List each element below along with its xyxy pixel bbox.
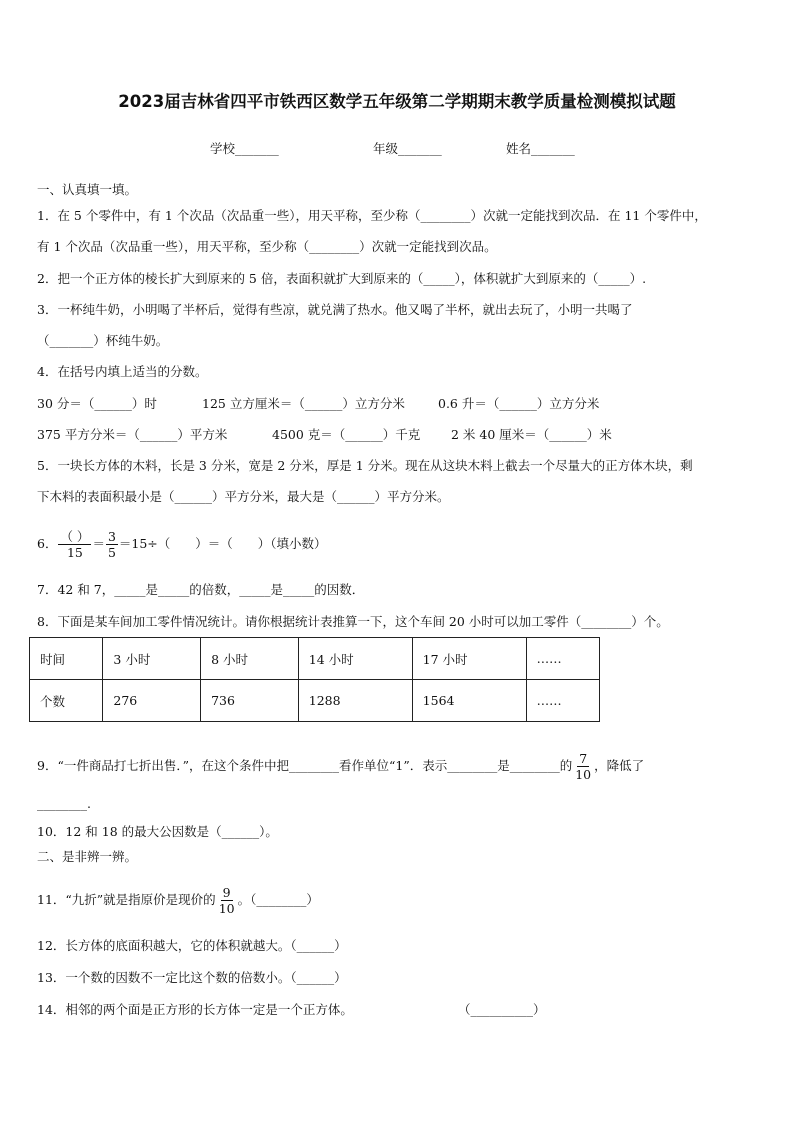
table-cell: 个数 xyxy=(30,680,103,722)
grade-field: 年级_______ xyxy=(373,141,442,156)
fraction-blank-over-15 xyxy=(58,529,91,560)
question-4-item-f: 2 米 40 厘米＝（______）米 xyxy=(451,427,612,442)
table-cell: 1564 xyxy=(412,680,526,722)
page-title: 2023届吉林省四平市铁西区数学五年级第二学期期末教学质量检测模拟试题 xyxy=(118,92,676,111)
question-11 xyxy=(37,878,319,922)
fraction-numerator: （ ） xyxy=(60,529,90,544)
fraction-numerator: 3 xyxy=(107,529,116,544)
question-8: 8．下面是某车间加工零件情况统计。请你根据统计表推算一下，这个车间 20 小时可以加工零件（________）个。 xyxy=(37,614,669,629)
production-table xyxy=(29,637,600,722)
question-14: 14．相邻的两个面是正方形的长方体一定是一个正方体。 xyxy=(37,1002,353,1017)
table-row xyxy=(30,638,600,680)
table-cell: …… xyxy=(526,680,599,722)
question-7: 7．42 和 7，_____是_____的倍数，_____是_____的因数． xyxy=(37,582,365,597)
fraction-numerator: 9 xyxy=(222,885,231,900)
question-9 xyxy=(37,744,644,788)
question-14-blank: （__________） xyxy=(458,1002,546,1017)
question-4-item-c: 0.6 升＝（______）立方分米 xyxy=(438,396,600,411)
question-9-line2: ________. xyxy=(37,796,91,811)
section-judge-heading: 二、是非辨一辨。 xyxy=(37,849,138,864)
table-cell: 8 小时 xyxy=(201,638,299,680)
question-4-item-d: 375 平方分米＝（______）平方米 xyxy=(37,427,228,442)
question-12: 12．长方体的底面积越大，它的体积就越大。（______） xyxy=(37,938,347,953)
fraction-seven-tenths xyxy=(573,751,593,782)
question-5-line1: 5．一块长方体的木料，长是 3 分米，宽是 2 分米，厚是 1 分米。现在从这块木料上截去一个尽量大的正方体木块，剩 xyxy=(37,458,693,473)
question-4: 4．在括号内填上适当的分数。 xyxy=(37,364,208,379)
question-2: 2．把一个正方体的棱长扩大到原来的 5 倍，表面积就扩大到原来的（_____），体积就扩大到原来的（_____）. xyxy=(37,271,647,286)
question-6-label: 6． xyxy=(37,536,58,551)
question-9-tail: ，降低了 xyxy=(594,758,645,773)
equals-sign: ＝ xyxy=(92,536,105,551)
question-6 xyxy=(37,522,327,566)
table-cell: 3 小时 xyxy=(103,638,201,680)
table-cell: 736 xyxy=(201,680,299,722)
question-5-line2: 下木料的表面积最小是（______）平方分米，最大是（______）平方分米。 xyxy=(37,489,450,504)
fraction-denominator: 10 xyxy=(218,901,235,916)
question-6-rest: ＝15÷（ ）＝（ ）（填小数） xyxy=(118,536,327,551)
fraction-three-fifths xyxy=(106,529,118,560)
table-cell: 时间 xyxy=(30,638,103,680)
question-4-item-a: 30 分＝（______）时 xyxy=(37,396,157,411)
table-row xyxy=(30,680,600,722)
table-cell: 17 小时 xyxy=(412,638,526,680)
question-13: 13．一个数的因数不一定比这个数的倍数小。（______） xyxy=(37,970,347,985)
question-3-line2: （_______）杯纯牛奶。 xyxy=(37,333,169,348)
fraction-nine-tenths xyxy=(217,885,237,916)
name-field: 姓名_______ xyxy=(506,141,575,156)
question-4-item-b: 125 立方厘米＝（______）立方分米 xyxy=(202,396,405,411)
table-cell: 14 小时 xyxy=(298,638,412,680)
question-4-item-e: 4500 克＝（______）千克 xyxy=(272,427,421,442)
question-11-text: 11．“九折”就是指原价是现价的 xyxy=(37,892,216,907)
table-cell: 276 xyxy=(103,680,201,722)
question-1-line2: 有 1 个次品（次品重一些），用天平称，至少称（________）次就一定能找到次品。 xyxy=(37,239,497,254)
fraction-denominator: 5 xyxy=(107,545,116,560)
question-11-tail: 。（________） xyxy=(237,892,319,907)
fraction-numerator: 7 xyxy=(579,751,588,766)
fraction-denominator: 10 xyxy=(575,767,592,782)
fraction-denominator: 15 xyxy=(66,545,83,560)
question-1-line1: 1．在 5 个零件中，有 1 个次品（次品重一些），用天平称，至少称（________）次就一定能找到次品．在 11 个零件中， xyxy=(37,208,707,223)
table-cell: 1288 xyxy=(298,680,412,722)
section-fill-heading: 一、认真填一填。 xyxy=(37,182,138,197)
question-9-text: 9．“一件商品打七折出售．”，在这个条件中把________看作单位“1”．表示________是________的 xyxy=(37,758,573,773)
school-field: 学校_______ xyxy=(210,141,279,156)
question-3-line1: 3．一杯纯牛奶，小明喝了半杯后，觉得有些凉，就兑满了热水。他又喝了半杯，就出去玩了，小明一共喝了 xyxy=(37,302,633,317)
question-10: 10．12 和 18 的最大公因数是（______）。 xyxy=(37,824,278,839)
table-cell: …… xyxy=(526,638,599,680)
